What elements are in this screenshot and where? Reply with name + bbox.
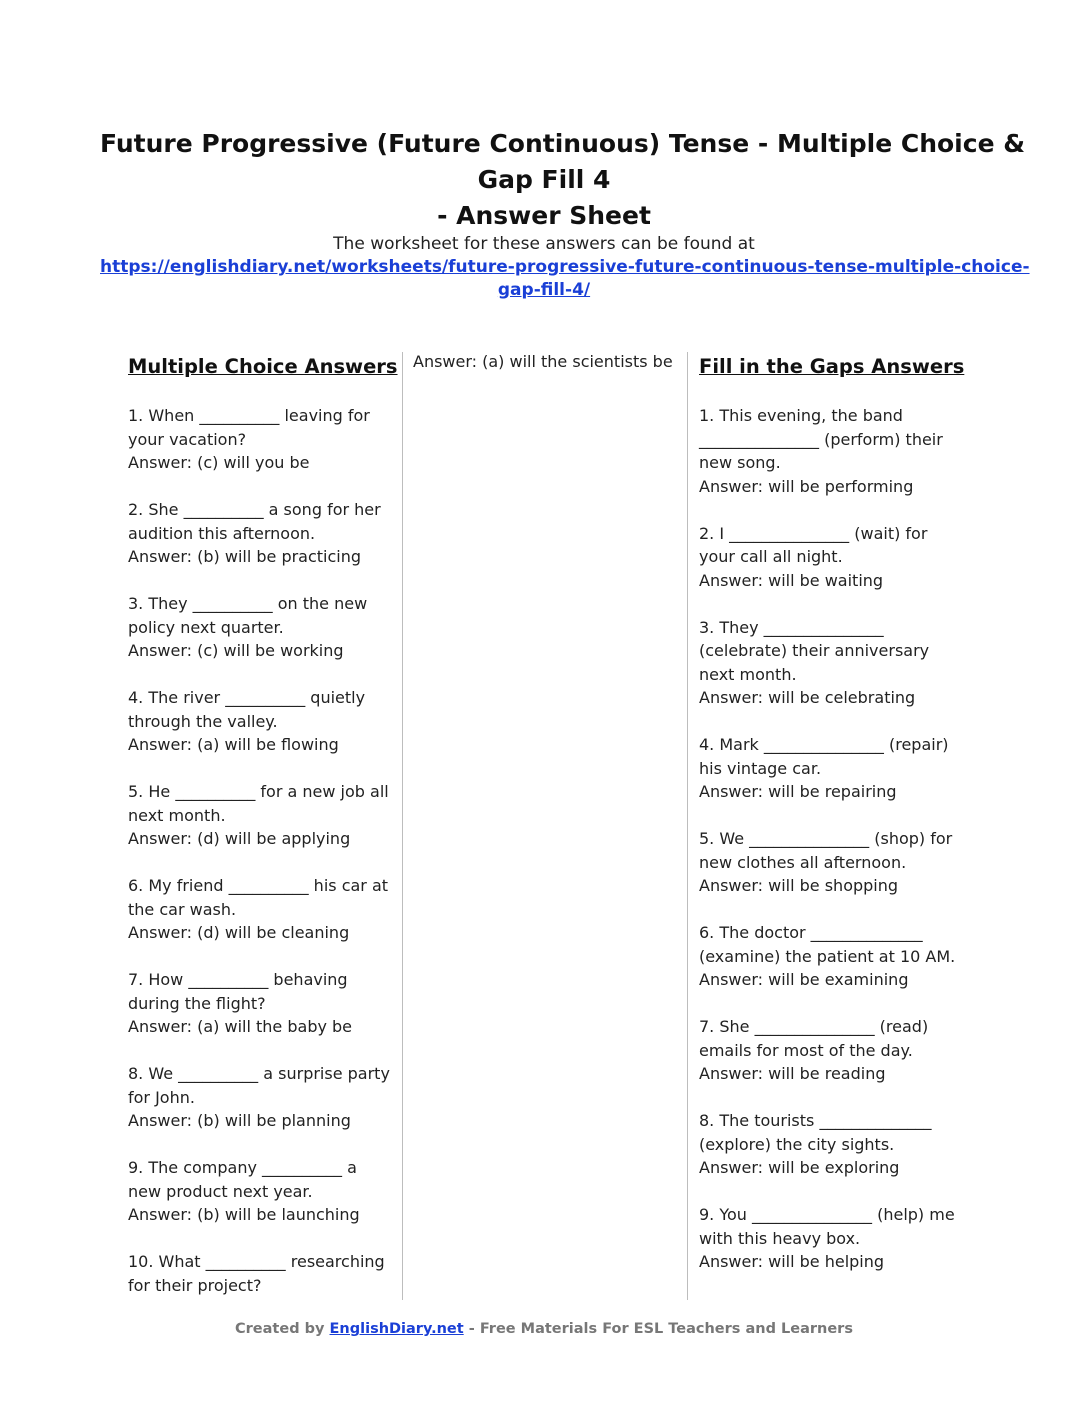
list-item: [128, 686, 390, 757]
list-item: [699, 404, 961, 498]
page-title: [100, 126, 1026, 234]
list-item: [128, 1156, 390, 1227]
question-text: 10. What __________ researching for their project?: [128, 1252, 385, 1295]
list-item: [699, 921, 961, 992]
list-item: [128, 592, 390, 663]
list-item: [128, 968, 390, 1039]
answer-text: Answer: (c) will be working: [128, 641, 344, 660]
multiple-choice-list-continued: [413, 350, 675, 374]
answer-text: Answer: will be examining: [699, 970, 909, 989]
question-text: 2. She __________ a song for her audition this afternoon.: [128, 500, 381, 543]
answer-text: Answer: will be repairing: [699, 782, 897, 801]
answer-text: Answer: will be helping: [699, 1252, 885, 1271]
worksheet-link-line-1: https://englishdiary.net/worksheets/future-progressive-future-continuous-tense-multiple-choice-: [100, 257, 1030, 277]
list-item: [128, 1250, 390, 1297]
title-line-3: - Answer Sheet: [437, 201, 651, 230]
question-text: 5. He __________ for a new job all next month.: [128, 782, 389, 825]
column-divider-2: [687, 352, 688, 1300]
question-text: 9. The company __________ a new product next year.: [128, 1158, 357, 1201]
list-item: [699, 1203, 961, 1274]
multiple-choice-list: [128, 404, 390, 1297]
answer-text: Answer: (d) will be applying: [128, 829, 351, 848]
gap-fill-list: [699, 404, 961, 1274]
question-text: 6. My friend __________ his car at the car wash.: [128, 876, 389, 919]
list-item: [699, 827, 961, 898]
answer-text: Answer: (a) will the scientists be: [413, 352, 673, 371]
footer-suffix: - Free Materials For ESL Teachers and Learners: [468, 1321, 853, 1337]
answer-text: Answer: (d) will be cleaning: [128, 923, 350, 942]
question-text: 1. This evening, the band _______________ (perform) their new song.: [699, 406, 943, 472]
question-text: 4. The river __________ quietly through the valley.: [128, 688, 366, 731]
list-item: [128, 404, 390, 475]
list-item: [699, 1109, 961, 1180]
footer-link[interactable]: EnglishDiary.net: [329, 1321, 464, 1337]
footer: [0, 1321, 1088, 1337]
question-text: 4. Mark _______________ (repair) his vintage car.: [699, 735, 949, 778]
answer-text: Answer: will be shopping: [699, 876, 899, 895]
multiple-choice-heading: Multiple Choice Answers: [128, 355, 398, 378]
title-line-2: Gap Fill 4: [477, 165, 611, 194]
question-text: 8. The tourists ______________ (explore) the city sights.: [699, 1111, 932, 1154]
list-item: [128, 1062, 390, 1133]
list-item: [699, 522, 961, 593]
list-item: [699, 1015, 961, 1086]
question-text: 8. We __________ a surprise party for John.: [128, 1064, 390, 1107]
worksheet-link[interactable]: [100, 256, 1030, 302]
question-text: 9. You _______________ (help) me with this heavy box.: [699, 1205, 955, 1248]
gap-fill-column: [699, 350, 965, 1297]
title-line-1: Future Progressive (Future Continuous) Tense - Multiple Choice &: [100, 129, 1026, 158]
multiple-choice-continued-column: [413, 350, 675, 397]
question-text: 2. I _______________ (wait) for your call all night.: [699, 523, 928, 566]
column-divider-1: [402, 352, 403, 1300]
answer-text: Answer: (c) will you be: [128, 453, 310, 472]
question-text: 3. They _______________ (celebrate) their anniversary next month.: [699, 617, 930, 684]
gap-fill-heading: Fill in the Gaps Answers: [699, 355, 965, 378]
answer-text: Answer: (a) will the baby be: [128, 1017, 353, 1036]
answer-text: Answer: will be celebrating: [699, 688, 916, 707]
answer-text: Answer: (b) will be planning: [128, 1111, 351, 1130]
question-text: 7. How __________ behaving during the flight?: [128, 970, 348, 1013]
answer-text: Answer: will be exploring: [699, 1158, 900, 1177]
list-item: [128, 874, 390, 945]
question-text: 1. When __________ leaving for your vacation?: [128, 406, 370, 449]
answer-text: Answer: (b) will be practicing: [128, 547, 362, 566]
intro: [100, 233, 1030, 302]
list-item: [128, 780, 390, 851]
question-text: 6. The doctor ______________ (examine) the patient at 10 AM.: [699, 923, 956, 966]
question-text: 5. We _______________ (shop) for new clothes all afternoon.: [699, 829, 953, 872]
list-item: [128, 498, 390, 569]
multiple-choice-column: [128, 350, 398, 1321]
question-text: 7. She _______________ (read) emails for most of the day.: [699, 1017, 929, 1060]
answer-text: Answer: will be waiting: [699, 570, 884, 590]
intro-text: The worksheet for these answers can be found at: [333, 234, 755, 254]
list-item: [699, 616, 961, 710]
answer-text: Answer: will be performing: [699, 476, 914, 496]
list-item: [413, 350, 675, 374]
worksheet-link-line-2: gap-fill-4/: [497, 280, 591, 300]
footer-prefix: Created by: [235, 1321, 325, 1337]
answer-text: Answer: will be reading: [699, 1064, 886, 1083]
answer-text: Answer: (a) will be flowing: [128, 735, 339, 754]
question-text: 3. They __________ on the new policy next quarter.: [128, 594, 368, 637]
list-item: [699, 733, 961, 804]
answer-text: Answer: (b) will be launching: [128, 1205, 360, 1224]
